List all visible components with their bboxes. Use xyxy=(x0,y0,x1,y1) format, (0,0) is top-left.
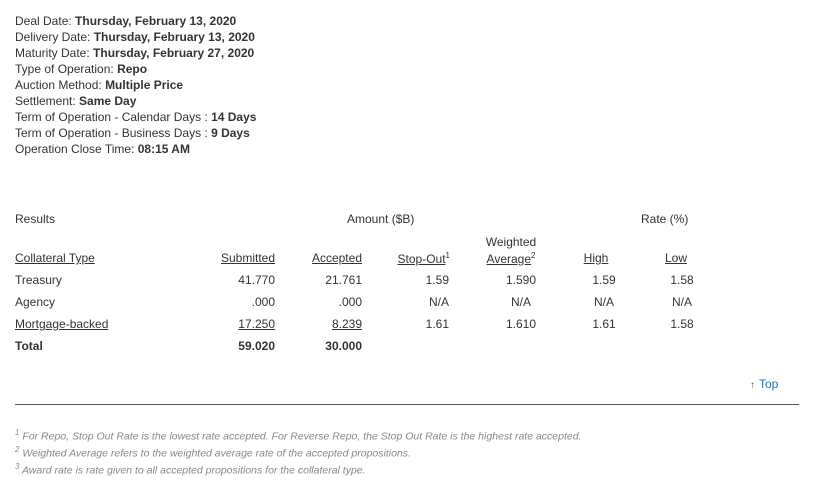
operation-type-value: Repo xyxy=(117,62,148,76)
row-low: 1.58 xyxy=(670,273,694,287)
col-weighted-average-label[interactable]: Average xyxy=(486,252,532,266)
row-submitted: 41.770 xyxy=(238,273,275,287)
footnote-2-text: Weighted Average refers to the weighted average rate of the accepted propositions. xyxy=(22,447,411,460)
settlement-label: Settlement: xyxy=(15,94,80,108)
maturity-date-label: Maturity Date: xyxy=(15,46,94,60)
footnote-1-number: 1 xyxy=(15,428,20,437)
operation-type-label: Type of Operation: xyxy=(15,62,118,76)
total-submitted: 59.020 xyxy=(238,339,275,353)
row-high: 1.59 xyxy=(592,273,616,287)
calendar-days-row xyxy=(15,109,256,125)
divider xyxy=(15,404,799,405)
operation-type-row xyxy=(15,61,256,77)
row-accepted: 21.761 xyxy=(325,273,362,287)
footnote-1 xyxy=(15,428,582,443)
auction-method-label: Auction Method: xyxy=(15,78,106,92)
footnote-3-text: Award rate is rate given to all accepted propositions for the collateral type. xyxy=(21,464,366,477)
footnote-2-number: 2 xyxy=(15,445,20,454)
col-stopout[interactable] xyxy=(378,251,450,266)
settlement-row xyxy=(15,93,256,109)
row-submitted: .000 xyxy=(251,295,275,309)
rate-header: Rate (%) xyxy=(641,212,689,226)
results-title: Results xyxy=(15,212,56,226)
row-wavg: 1.590 xyxy=(505,273,537,287)
col-weighted-top: Weighted xyxy=(485,235,537,249)
up-arrow-icon: ↑ xyxy=(750,380,755,391)
auction-method-row xyxy=(15,77,256,93)
row-accepted: .000 xyxy=(338,295,362,309)
col-wavg-footnote-ref: 2 xyxy=(531,251,536,260)
row-stopout: 1.59 xyxy=(425,273,449,287)
close-time-value: 08:15 AM xyxy=(137,142,190,156)
row-low: 1.58 xyxy=(670,317,694,331)
col-collateral-type[interactable]: Collateral Type xyxy=(15,251,95,265)
delivery-date-row xyxy=(15,29,256,45)
col-stopout-footnote-ref: 1 xyxy=(445,251,450,260)
deal-date-value: Thursday, February 13, 2020 xyxy=(75,14,237,28)
row-accepted-link[interactable] xyxy=(292,317,362,331)
top-link-label[interactable]: Top xyxy=(759,377,779,391)
col-low[interactable]: Low xyxy=(664,251,687,265)
settlement-value: Same Day xyxy=(79,94,137,108)
row-type-link[interactable]: Mortgage-backed xyxy=(15,317,109,331)
operation-details xyxy=(15,13,256,157)
col-high[interactable]: High xyxy=(583,251,609,265)
row-accepted-link-text[interactable]: 8.239 xyxy=(331,317,362,331)
amount-header: Amount ($B) xyxy=(347,212,415,226)
row-wavg: 1.610 xyxy=(505,317,537,331)
row-low: N/A xyxy=(671,295,692,309)
calendar-days-value: 14 Days xyxy=(211,110,257,124)
footnote-3-number: 3 xyxy=(15,462,20,471)
deal-date-label: Deal Date: xyxy=(15,14,76,28)
business-days-value: 9 Days xyxy=(211,126,250,140)
row-wavg: N/A xyxy=(510,295,531,309)
calendar-days-label: Term of Operation - Calendar Days : xyxy=(15,110,212,124)
top-link[interactable] xyxy=(750,377,778,391)
business-days-row xyxy=(15,125,256,141)
deal-date-row xyxy=(15,13,256,29)
close-time-label: Operation Close Time: xyxy=(15,142,138,156)
col-accepted[interactable]: Accepted xyxy=(311,251,362,265)
row-submitted-link[interactable] xyxy=(205,317,275,331)
row-high: 1.61 xyxy=(592,317,616,331)
footnote-3 xyxy=(15,462,366,477)
footnote-2 xyxy=(15,445,411,460)
row-stopout: 1.61 xyxy=(425,317,449,331)
col-weighted-average[interactable] xyxy=(476,251,546,266)
total-accepted: 30.000 xyxy=(325,339,362,353)
delivery-date-value: Thursday, February 13, 2020 xyxy=(93,30,255,44)
total-label: Total xyxy=(15,339,43,353)
row-stopout: N/A xyxy=(428,295,449,309)
col-submitted[interactable]: Submitted xyxy=(220,251,275,265)
maturity-date-row xyxy=(15,45,256,61)
row-type: Treasury xyxy=(15,273,62,287)
row-type: Agency xyxy=(15,295,56,309)
business-days-label: Term of Operation - Business Days : xyxy=(15,126,212,140)
row-high: N/A xyxy=(593,295,614,309)
delivery-date-label: Delivery Date: xyxy=(15,30,94,44)
col-stopout-label[interactable]: Stop-Out xyxy=(397,252,446,266)
maturity-date-value: Thursday, February 27, 2020 xyxy=(93,46,255,60)
close-time-row xyxy=(15,141,256,157)
footnote-1-text: For Repo, Stop Out Rate is the lowest rate accepted. For Reverse Repo, the Stop Out Rate is the highest rate accepted. xyxy=(22,430,582,443)
auction-method-value: Multiple Price xyxy=(105,78,184,92)
row-submitted-link-text[interactable]: 17.250 xyxy=(238,317,275,331)
